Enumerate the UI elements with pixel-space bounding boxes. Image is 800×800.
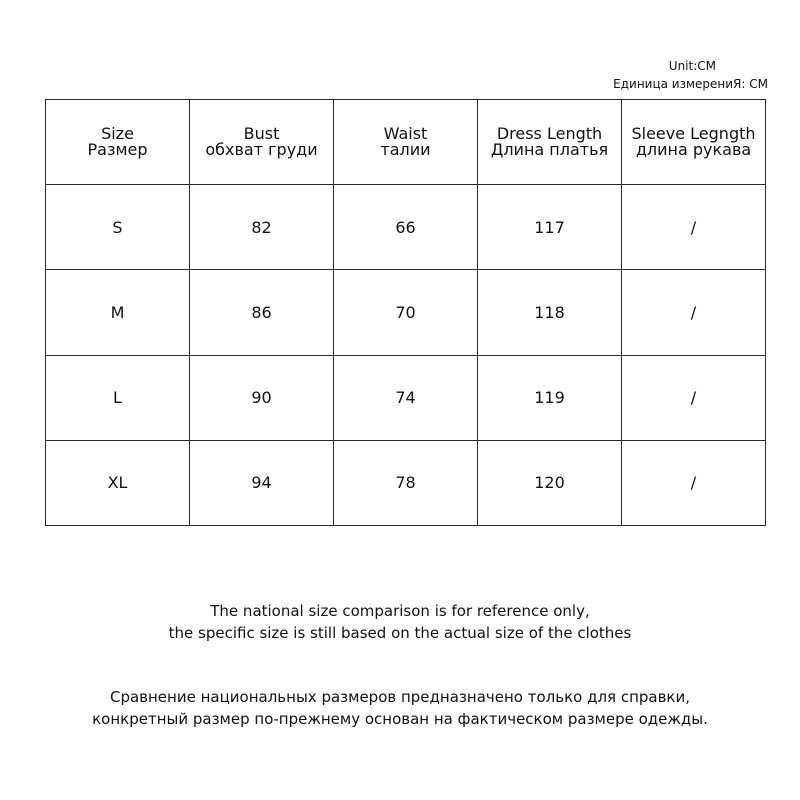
header-bust-ru: обхват груди: [205, 140, 318, 159]
header-waist-ru: талии: [380, 140, 431, 159]
cell-dress-length: 119: [478, 355, 622, 440]
header-size: [46, 100, 190, 185]
header-waist-en: Waist: [383, 124, 428, 143]
cell-bust: 82: [190, 185, 334, 270]
unit-label-en: Unit:CM: [668, 59, 716, 73]
cell-dress-length: 117: [478, 185, 622, 270]
cell-dress-length: 118: [478, 270, 622, 355]
cell-waist: 78: [334, 440, 478, 525]
header-sleeve-length: [622, 100, 766, 185]
header-dress-length-en: Dress Length: [496, 124, 603, 143]
cell-bust: 94: [190, 440, 334, 525]
cell-size: S: [46, 185, 190, 270]
cell-sleeve-length: /: [622, 185, 766, 270]
note-russian-line-1: Сравнение национальных размеров предназначено только для справки,: [109, 688, 691, 706]
cell-sleeve-length: /: [622, 270, 766, 355]
cell-size: XL: [46, 440, 190, 525]
cell-waist: 66: [334, 185, 478, 270]
cell-dress-length: 120: [478, 440, 622, 525]
cell-sleeve-length: /: [622, 355, 766, 440]
cell-bust: 90: [190, 355, 334, 440]
table-row: [46, 355, 766, 440]
header-dress-length-ru: Длина платья: [490, 140, 609, 159]
header-bust: [190, 100, 334, 185]
cell-size: M: [46, 270, 190, 355]
note-english-line-1: The national size comparison is for reference only,: [210, 602, 590, 620]
note-russian-line-2: конкретный размер по-прежнему основан на фактическом размере одежды.: [92, 710, 708, 728]
unit-label: [613, 57, 768, 93]
cell-waist: 74: [334, 355, 478, 440]
cell-size: L: [46, 355, 190, 440]
table-row: [46, 440, 766, 525]
unit-label-ru: Единица измерениЯ: CM: [613, 77, 768, 91]
header-sleeve-length-en: Sleeve Legngth: [631, 124, 756, 143]
note-english: [0, 600, 800, 644]
header-size-ru: Размер: [87, 140, 148, 159]
header-dress-length: [478, 100, 622, 185]
header-size-en: Size: [101, 124, 134, 143]
note-english-line-2: the specific size is still based on the actual size of the clothes: [168, 624, 632, 642]
cell-bust: 86: [190, 270, 334, 355]
header-waist: [334, 100, 478, 185]
cell-waist: 70: [334, 270, 478, 355]
table-row: [46, 270, 766, 355]
size-chart-table: [45, 99, 766, 526]
table-header-row: [46, 100, 766, 185]
note-russian: [0, 686, 800, 730]
header-bust-en: Bust: [243, 124, 280, 143]
table-row: [46, 185, 766, 270]
cell-sleeve-length: /: [622, 440, 766, 525]
header-sleeve-length-ru: длина рукава: [635, 140, 752, 159]
